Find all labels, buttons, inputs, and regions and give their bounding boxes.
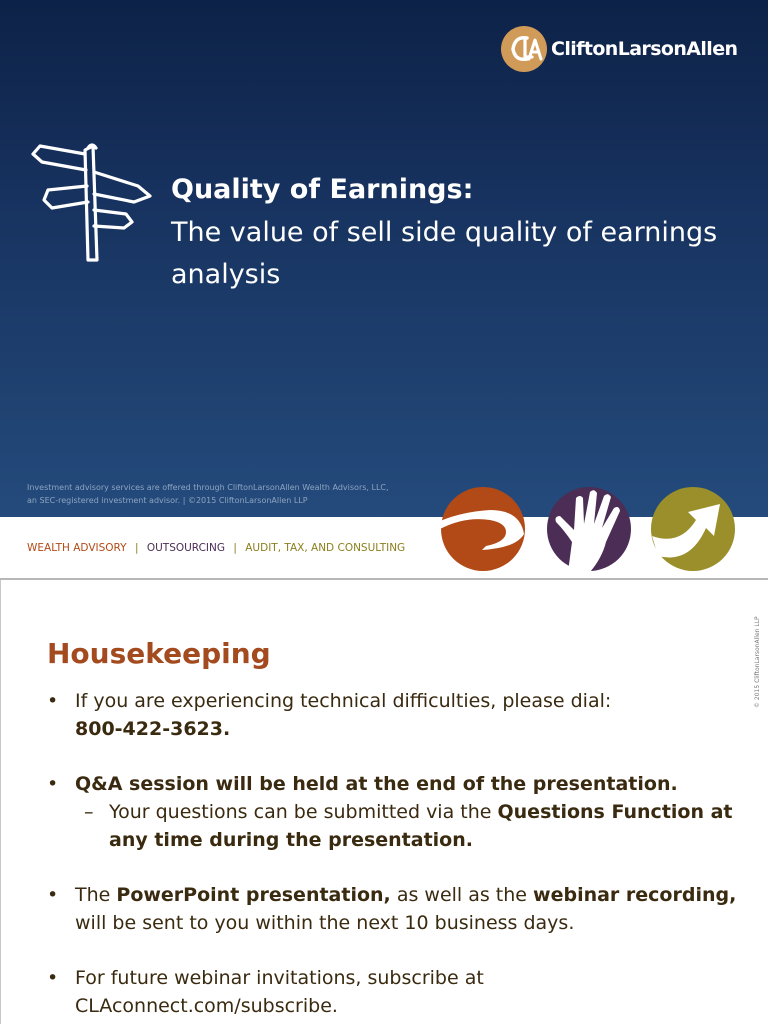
- service-lines: [27, 542, 405, 554]
- sub-bullet-item: [47, 798, 737, 854]
- copyright-text: © 2015 CliftonLarsonAllen LLP: [754, 616, 761, 708]
- title-heading: Quality of Earnings:: [171, 174, 474, 205]
- bullet-3-part-3: will be sent to you within the next 10 business days.: [75, 912, 575, 934]
- slide-title: [171, 172, 731, 296]
- hand-circle-icon: [546, 486, 632, 572]
- disclaimer-line-2: an SEC-registered investment advisor. | ©2015 CliftonLarsonAllen LLP: [27, 496, 308, 505]
- bullet-glyph: •: [47, 884, 59, 906]
- slide-heading: Housekeeping: [47, 637, 271, 670]
- bullet-3-part-2: as well as the: [390, 884, 534, 906]
- title-subheading: The value of sell side quality of earnings analysis: [171, 217, 718, 290]
- bullet-item: [47, 687, 737, 743]
- bullet-4-text: For future webinar invitations, subscribe at CLAconnect.com/subscribe.: [75, 967, 484, 1017]
- logo-wordmark: CliftonLarsonAllen: [551, 38, 738, 60]
- bullet-1-text: If you are experiencing technical difficulties, please dial:: [75, 690, 612, 712]
- bullet-list: [47, 687, 737, 1020]
- slide-border: [0, 580, 1, 1024]
- bullet-glyph: •: [47, 773, 59, 795]
- bullet-item: [47, 881, 737, 937]
- service-audit-tax-consulting: AUDIT, TAX, AND CONSULTING: [245, 542, 406, 554]
- disclaimer-line-1: Investment advisory services are offered through CliftonLarsonAllen Wealth Advisors, LLC,: [27, 483, 389, 492]
- cla-logo-icon: [501, 26, 547, 72]
- copyright-note: [754, 598, 764, 708]
- sub-bullet-text: Your questions can be submitted via the: [109, 801, 498, 823]
- bullet-3-bold-2: webinar recording,: [533, 884, 737, 906]
- legal-disclaimer: [27, 481, 427, 507]
- bullet-glyph: •: [47, 690, 59, 712]
- bullet-2-text: Q&A session will be held at the end of the presentation.: [75, 773, 678, 795]
- service-outsourcing: OUTSOURCING: [146, 542, 225, 554]
- bullet-glyph: •: [47, 967, 59, 989]
- arrow-circle-icon: [650, 486, 736, 572]
- service-separator: |: [134, 542, 139, 554]
- company-logo: [501, 26, 741, 74]
- service-wealth-advisory: WEALTH ADVISORY: [27, 542, 127, 554]
- sub-bullet-bold: Questions Function at any time during the presentation.: [109, 801, 733, 851]
- bullet-3-part-1: The: [75, 884, 117, 906]
- signpost-icon: [30, 140, 152, 264]
- road-circle-icon: [440, 486, 526, 572]
- bullet-item: [47, 770, 737, 798]
- bullet-3-bold-1: PowerPoint presentation,: [116, 884, 391, 906]
- service-separator: |: [233, 542, 237, 554]
- bullet-item: [47, 964, 737, 1020]
- support-phone: 800-422-3623.: [75, 718, 231, 740]
- dash-glyph: –: [84, 801, 94, 823]
